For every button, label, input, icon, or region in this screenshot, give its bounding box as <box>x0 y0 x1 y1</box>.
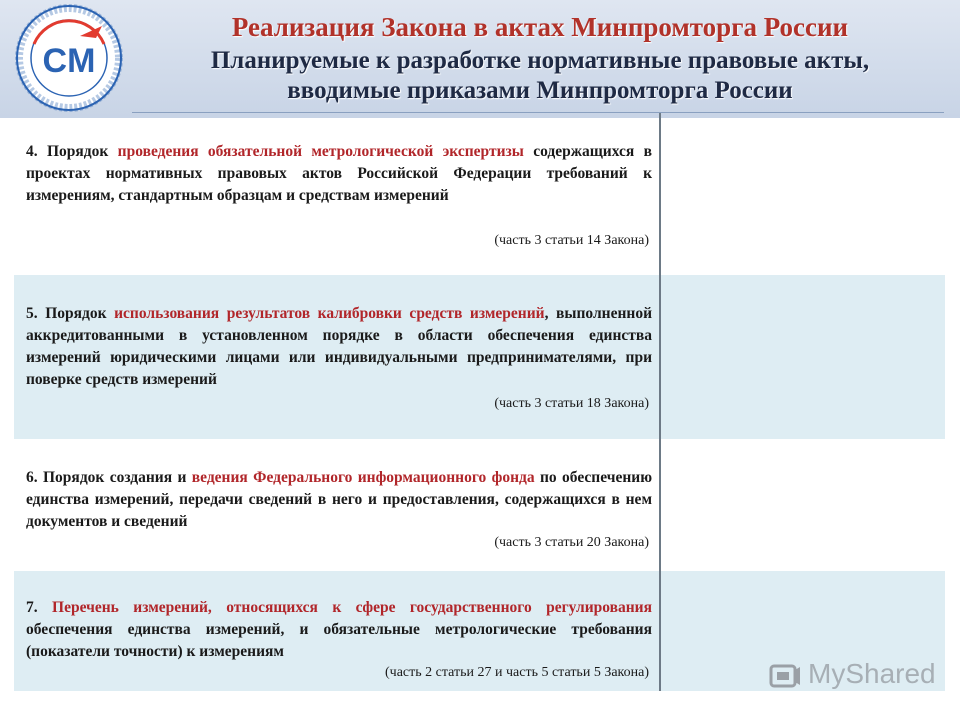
slide-subtitle-line-1: Планируемые к разработке нормативные правовые акты, <box>210 47 870 74</box>
law-reference: (часть 3 статьи 20 Закона) <box>494 535 649 550</box>
myshared-logo-icon <box>768 660 802 694</box>
row-lead: Порядок создания и <box>43 469 187 486</box>
law-reference: (часть 3 статьи 14 Закона) <box>494 233 649 248</box>
table-row <box>14 113 945 275</box>
row-number: 7. <box>26 599 38 616</box>
law-reference: (часть 2 статьи 27 и часть 5 статьи 5 Закона) <box>385 665 649 680</box>
row-text <box>26 597 652 663</box>
table-row <box>14 439 945 571</box>
watermark <box>768 656 948 696</box>
row-highlight: проведения обязательной метрологической экспертизы <box>117 143 524 160</box>
row-rest: , выполненной аккредитованными в установленном порядке в области обеспечения единства измерений юридическими лицами или индивидуальными предпринимателями, при поверке средств измерений <box>26 305 653 388</box>
law-reference: (часть 3 статьи 18 Закона) <box>494 396 649 411</box>
row-lead: Порядок <box>45 305 107 322</box>
row-highlight: использования результатов калибровки средств измерений <box>114 305 545 322</box>
row-rest: обеспечения единства измерений, и обязательные метрологические требования (показатели точности) к измерениям <box>26 621 652 660</box>
table-row <box>14 275 945 439</box>
row-lead: Порядок <box>46 143 109 160</box>
row-text <box>26 303 652 391</box>
logo-letters: CM <box>42 42 96 80</box>
row-rest: содержащихся в проектах нормативных правовых актов Российской Федерации требований к измерениям, стандартным образцам и средствам измерений <box>26 143 652 204</box>
row-highlight: Перечень измерений, относящихся к сфере государственного регулирования <box>52 599 652 616</box>
row-number: 5. <box>26 305 38 322</box>
row-text <box>26 467 652 533</box>
watermark-text: MyShared <box>808 658 936 689</box>
row-number: 4. <box>26 143 38 160</box>
csm-logo-icon <box>10 4 128 112</box>
row-highlight: ведения Федерального информационного фонда <box>191 469 535 486</box>
row-number: 6. <box>26 469 38 486</box>
slide-subtitle-line-2: вводимые приказами Минпромторга России <box>287 77 793 104</box>
column-divider <box>659 113 661 691</box>
row-text <box>26 141 652 207</box>
acts-table <box>14 113 945 691</box>
slide-subtitle <box>140 46 940 106</box>
slide-title: Реализация Закона в актах Минпромторга России <box>231 12 849 42</box>
row-rest: по обеспечению единства измерений, передачи сведений в него и предоставления, содержащихся в нем документов и сведений <box>26 469 653 530</box>
